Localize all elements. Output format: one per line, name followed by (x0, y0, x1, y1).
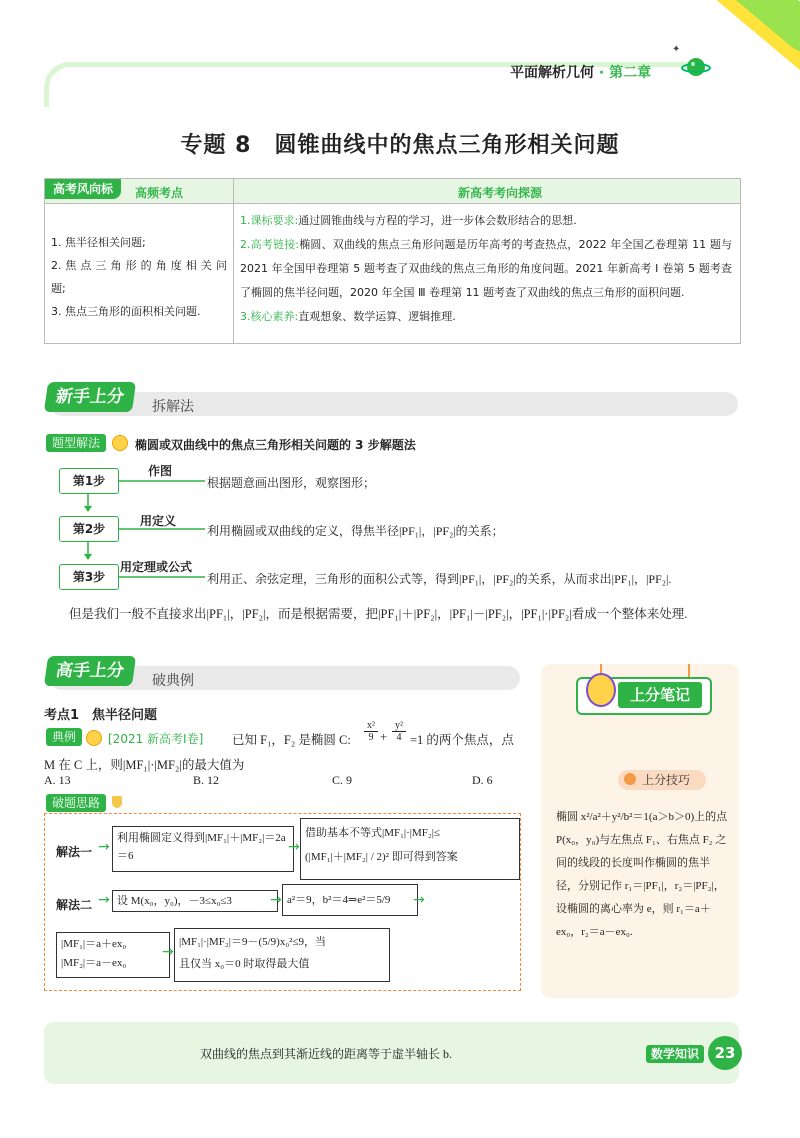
intro-r2-label: 2.高考链接: (240, 238, 300, 251)
intro-r1-label: 1.课标要求: (240, 214, 299, 227)
method-tag: 题型解法 (46, 434, 106, 452)
step-3-box: 第3步 (59, 564, 119, 590)
m2-box2-text: a²＝9，b²＝4⇒e²＝5/9 (287, 894, 391, 906)
intro-r3-text: 直观想象、数学运算、逻辑推理. (298, 310, 456, 323)
m1-box2 (300, 818, 520, 880)
step-2-text: 利用椭圆或双曲线的定义，得焦半径|PF₁|，|PF₂|的关系； (207, 524, 504, 538)
sun-icon (86, 730, 102, 746)
section2-tag: 高手上分 (44, 656, 136, 686)
arrow-icon: → (413, 892, 425, 908)
m2-box3 (56, 932, 170, 978)
tips-label: 上分技巧 (642, 773, 691, 787)
frac-den: 9 (368, 732, 374, 743)
sidebar-title-box (576, 677, 712, 715)
intro-r2-text: 椭圆、双曲线的焦点三角形问题是历年高考的考查热点，2022 年全国乙卷理第 11 题与 2021 年全国甲卷理第 5 题考查了双曲线的焦点三角形的角度问题。2021 年新高考 Ⅰ 卷第 5 题考查了椭圆的焦半径问题，2020 年全国 Ⅲ 卷理第 11 题考查了双曲线的焦点三角形的面积问题. (240, 238, 732, 299)
example-stem-a: 已知 F₁，F₂ 是椭圆 C: (232, 733, 351, 747)
step-3-note: 用定理或公式 (120, 560, 193, 574)
step-1-text: 根据题意画出图形，观察图形； (207, 476, 376, 490)
frac-den: 4 (396, 732, 402, 743)
download-icon (624, 773, 636, 785)
option-a: A. 13 (44, 773, 71, 787)
m1-box2-line1: 借助基本不等式|MF₁|·|MF₂|≤ (305, 827, 440, 839)
header-dot: · (598, 65, 605, 81)
fraction-x2-9 (364, 720, 378, 743)
plus-sign: + (380, 730, 388, 744)
step-1-box: 第1步 (59, 468, 119, 494)
arrow-icon: → (162, 944, 174, 960)
example-tag: 典例 (46, 728, 82, 746)
sparkle-icon: ✦ (672, 44, 681, 55)
footer-label: 数学知识 (646, 1045, 704, 1063)
intro-tag: 高考风向标 (45, 179, 121, 199)
mascot-icon (586, 673, 616, 707)
step-1-note: 作图 (148, 464, 173, 478)
intro-left-item: 2. 焦 点 三 角 形 的 角 度 相 关 问题; (51, 259, 227, 295)
example-stem-c: M 在 C 上，则|MF₁|·|MF₂|的最大值为 (44, 758, 245, 772)
sun-icon (112, 435, 128, 451)
intro-left-item: 1. 焦半径相关问题; (51, 236, 146, 249)
m2-box4-line2: 且仅当 x₀＝0 时取得最大值 (179, 958, 310, 970)
arrow-icon: → (98, 839, 110, 855)
example-stem-b: =1 的两个焦点，点 (410, 733, 514, 747)
section1-tag: 新手上分 (44, 382, 136, 412)
step-3-text: 利用正、余弦定理，三角形的面积公式等，得到|PF₁|，|PF₂|的关系，从而求出|PF₁|，|PF₂|. (207, 572, 672, 586)
intro-left-item: 3. 焦点三角形的面积相关问题. (51, 305, 201, 318)
m2-box1-text: 设 M(x₀，y₀)，－3≤x₀≤3 (117, 895, 232, 907)
method1-label: 解法一 (56, 845, 93, 859)
header-breadcrumb (510, 62, 651, 82)
sidebar-title: 上分笔记 (618, 682, 702, 708)
m2-box3-line2: |MF₂|＝a－ex₀ (61, 957, 127, 969)
m1-box2-line2: (|MF₁|＋|MF₂| / 2)² 即可得到答案 (305, 851, 458, 863)
m1-box1 (112, 826, 294, 872)
method-title: 椭圆或双曲线中的焦点三角形相关问题的 3 步解题法 (135, 438, 416, 452)
tips-pill (618, 770, 706, 790)
m2-box2 (282, 884, 418, 916)
intro-r3-label: 3.核心素养: (240, 310, 299, 323)
m2-box1 (112, 890, 278, 912)
section2-sub: 破典例 (152, 673, 194, 689)
page-title: 专题 8 圆锥曲线中的焦点三角形相关问题 (180, 133, 620, 158)
frac-num: y² (392, 720, 406, 732)
m1-box1-text: 利用椭圆定义得到|MF₁|＋|MF₂|＝2a＝6 (117, 832, 286, 862)
example-source: [2021 新高考Ⅰ卷] (108, 732, 204, 746)
intro-r1-text: 通过圆锥曲线与方程的学习，进一步体会数形结合的思想. (298, 214, 577, 227)
step-2-box: 第2步 (59, 516, 119, 542)
planet-icon (681, 52, 711, 82)
m2-box4 (174, 928, 390, 982)
intro-left-cell (51, 231, 227, 323)
sidebar-content: 椭圆 x²/a²＋y²/b²＝1(a＞b＞0)上的点 P(x₀，y₀)与左焦点 F₁、右焦点 F₂ 之间的线段的长度叫作椭圆的焦半径，分别记作 r₁＝|PF₁|，r₂＝|PF₂|，设椭圆的离心率为 e，则 r₁＝a＋ex₀，r₂＝a－ex₀. (556, 811, 728, 938)
frac-num: x² (364, 720, 378, 732)
footer-text: 双曲线的焦点到其渐近线的距离等于虚半轴长 b. (200, 1047, 453, 1061)
option-c: C. 9 (332, 773, 353, 787)
kaodian-heading: 考点1 焦半径问题 (44, 708, 158, 723)
arrow-icon: → (98, 892, 110, 908)
intro-table (44, 178, 741, 344)
arrow-icon: → (270, 892, 282, 908)
header-chapter: 第二章 (609, 65, 652, 81)
step-2-note: 用定义 (140, 514, 177, 528)
option-b: B. 12 (193, 773, 220, 787)
section1-sub: 拆解法 (152, 399, 194, 415)
header-section: 平面解析几何 (510, 65, 594, 81)
fraction-y2-4 (392, 720, 406, 743)
sidebar-hanger-right (688, 664, 690, 678)
page-number: 23 (708, 1036, 742, 1070)
shield-icon (112, 796, 122, 808)
intro-right-cell (240, 209, 732, 329)
intro-table-divider (233, 179, 234, 343)
option-d: D. 6 (472, 773, 493, 787)
method2-label: 解法二 (56, 898, 93, 912)
m2-box4-line1: |MF₁|·|MF₂|＝9－(5/9)x₀²≤9，当 (179, 936, 326, 948)
intro-col1-header: 高频考点 (135, 186, 184, 200)
m2-box3-line1: |MF₁|＝a＋ex₀ (61, 938, 127, 950)
remark-paragraph: 但是我们一般不直接求出|PF₁|，|PF₂|，而是根据需要，把|PF₁|＋|PF₂|，|PF₁|－|PF₂|，|PF₁|·|PF₂|看成一个整体来处理. (69, 607, 688, 621)
arrow-icon: → (288, 839, 300, 855)
analysis-tag: 破题思路 (46, 794, 106, 812)
intro-col2-header: 新高考考向探源 (458, 186, 543, 200)
